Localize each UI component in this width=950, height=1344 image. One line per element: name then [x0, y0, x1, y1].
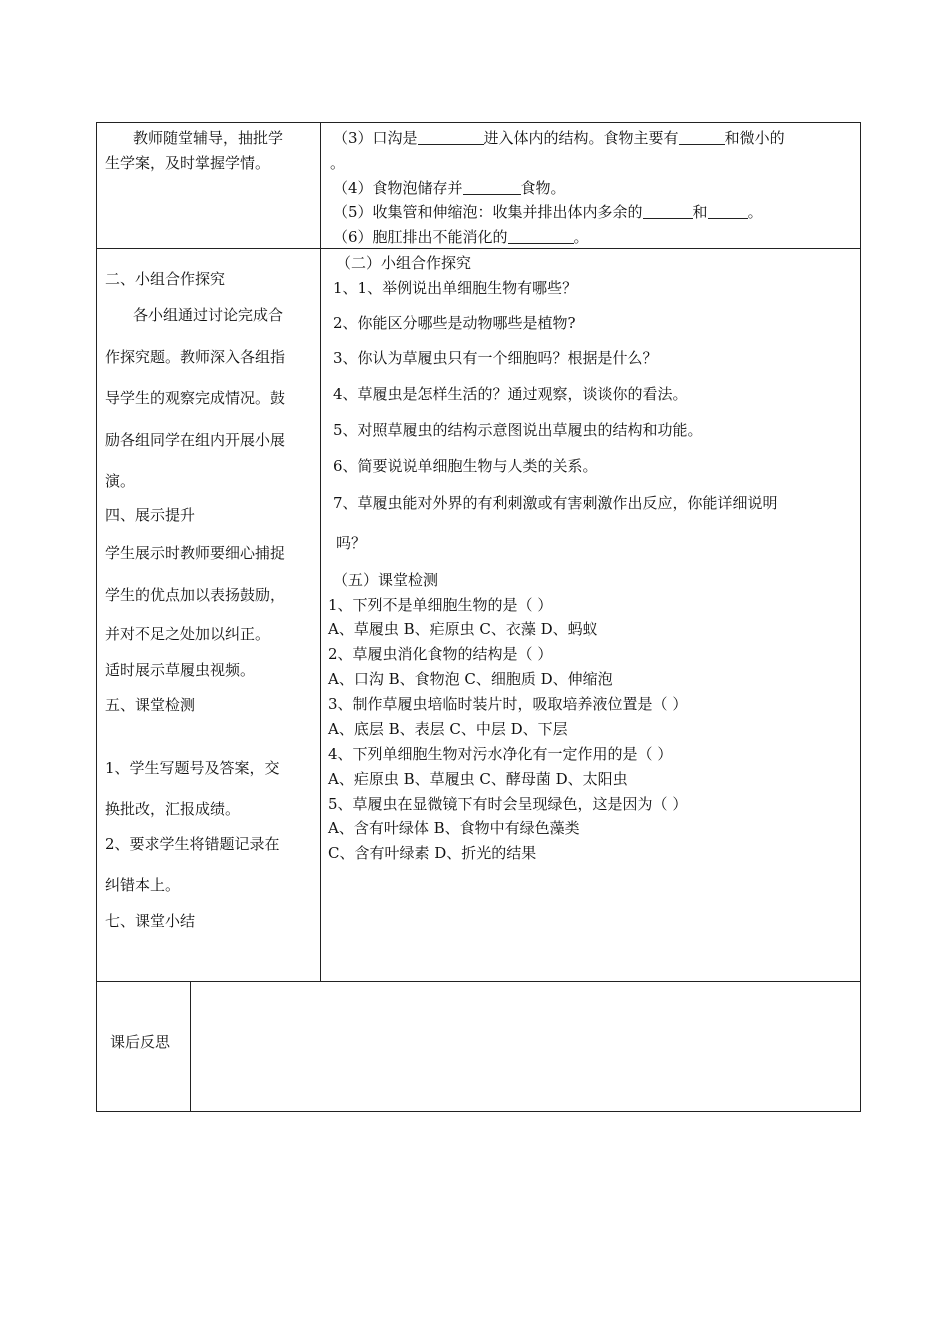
- row1-left-line-2: 生学案，及时掌握学情。: [105, 154, 271, 172]
- test-line: A、草履虫 B、疟原虫 C、衣藻 D、蚂蚁: [328, 620, 598, 638]
- discussion-question: 4、草履虫是怎样生活的？通过观察，谈谈你的看法。: [333, 385, 688, 403]
- q4-blank[interactable]: [463, 180, 521, 195]
- left-text: 导学生的观察完成情况。鼓: [105, 389, 286, 407]
- reflection-divider: [190, 981, 191, 1112]
- q5-blank-1[interactable]: [643, 204, 693, 219]
- row1-left-line-1: 教师随堂辅导，抽批学: [133, 129, 284, 147]
- left-text: 学生的优点加以表扬鼓励，: [105, 586, 286, 604]
- q6-text-b: 。: [573, 228, 589, 246]
- reflection-label: 课后反思: [110, 1033, 171, 1051]
- test-line: 2、草履虫消化食物的结构是（ ）: [328, 645, 553, 663]
- discussion-question: 5、对照草履虫的结构示意图说出草履虫的结构和功能。: [333, 421, 703, 439]
- column-divider: [320, 122, 321, 982]
- left-heading-test: 五、课堂检测: [105, 696, 196, 714]
- q3-blank-1[interactable]: [418, 130, 484, 145]
- q4-text-a: （4）食物泡储存并: [333, 179, 463, 197]
- discussion-question: 3、你认为草履虫只有一个细胞吗？根据是什么？: [333, 349, 658, 367]
- left-text: 各小组通过讨论完成合: [133, 306, 284, 324]
- left-text: 并对不足之处加以纠正。: [105, 625, 271, 643]
- q3-line-end: 。: [330, 154, 346, 172]
- q5-text-b: 和: [692, 203, 708, 221]
- test-line: 4、下列单细胞生物对污水净化有一定作用的是（ ）: [328, 745, 673, 763]
- q5-blank-2[interactable]: [708, 204, 748, 219]
- row-divider: [96, 248, 861, 249]
- left-text: 纠错本上。: [105, 876, 181, 894]
- left-heading-group-work: 二、小组合作探究: [105, 270, 226, 288]
- left-text: 1、学生写题号及答案，交: [105, 759, 280, 777]
- left-text: 励各组同学在组内开展小展: [105, 431, 286, 449]
- q3-text-a: （3）口沟是: [333, 129, 418, 147]
- q3-line: [333, 128, 785, 148]
- test-heading: （五）课堂检测: [333, 571, 439, 589]
- test-line: 5、草履虫在显微镜下有时会呈现绿色，这是因为（ ）: [328, 795, 688, 813]
- discussion-question: 1、1、举例说出单细胞生物有哪些？: [333, 279, 578, 297]
- discussion-question: 吗？: [336, 534, 367, 552]
- q4-line: [333, 178, 566, 198]
- test-line: A、含有叶绿体 B、食物中有绿色藻类: [328, 819, 580, 837]
- q6-line: [333, 227, 589, 247]
- reflection-content-area[interactable]: [192, 983, 859, 1110]
- q5-line: [333, 202, 763, 222]
- q4-text-b: 食物。: [520, 179, 566, 197]
- q3-text-b: 进入体内的结构。食物主要有: [483, 129, 679, 147]
- left-heading-summary: 七、课堂小结: [105, 912, 196, 930]
- test-line: 1、下列不是单细胞生物的是（ ）: [328, 596, 553, 614]
- left-text: 适时展示草履虫视频。: [105, 661, 256, 679]
- q3-text-c: 和微小的: [724, 129, 785, 147]
- q6-blank[interactable]: [508, 229, 574, 244]
- q3-blank-2[interactable]: [679, 130, 725, 145]
- discussion-question: 2、你能区分哪些是动物哪些是植物?: [333, 314, 576, 332]
- discussion-question: 7、草履虫能对外界的有利刺激或有害刺激作出反应，你能详细说明: [333, 494, 778, 512]
- q5-text-a: （5）收集管和伸缩泡：收集并排出体内多余的: [333, 203, 643, 221]
- left-heading-display: 四、展示提升: [105, 506, 196, 524]
- q6-text-a: （6）胞肛排出不能消化的: [333, 228, 508, 246]
- test-line: A、疟原虫 B、草履虫 C、酵母菌 D、太阳虫: [328, 770, 628, 788]
- q5-text-c: 。: [747, 203, 763, 221]
- left-text: 2、要求学生将错题记录在: [105, 835, 280, 853]
- test-line: A、底层 B、表层 C、中层 D、下层: [328, 720, 568, 738]
- group-work-heading: （二）小组合作探究: [336, 254, 472, 272]
- test-line: 3、制作草履虫培临时装片时，吸取培养液位置是（ ）: [328, 695, 688, 713]
- test-line: A、口沟 B、食物泡 C、细胞质 D、伸缩泡: [328, 670, 613, 688]
- left-text: 换批改，汇报成绩。: [105, 800, 241, 818]
- test-line: C、含有叶绿素 D、折光的结果: [328, 844, 537, 862]
- left-text: 演。: [105, 472, 136, 490]
- left-text: 学生展示时教师要细心捕捉: [105, 544, 286, 562]
- left-text: 作探究题。教师深入各组指: [105, 348, 286, 366]
- discussion-question: 6、简要说说单细胞生物与人类的关系。: [333, 457, 598, 475]
